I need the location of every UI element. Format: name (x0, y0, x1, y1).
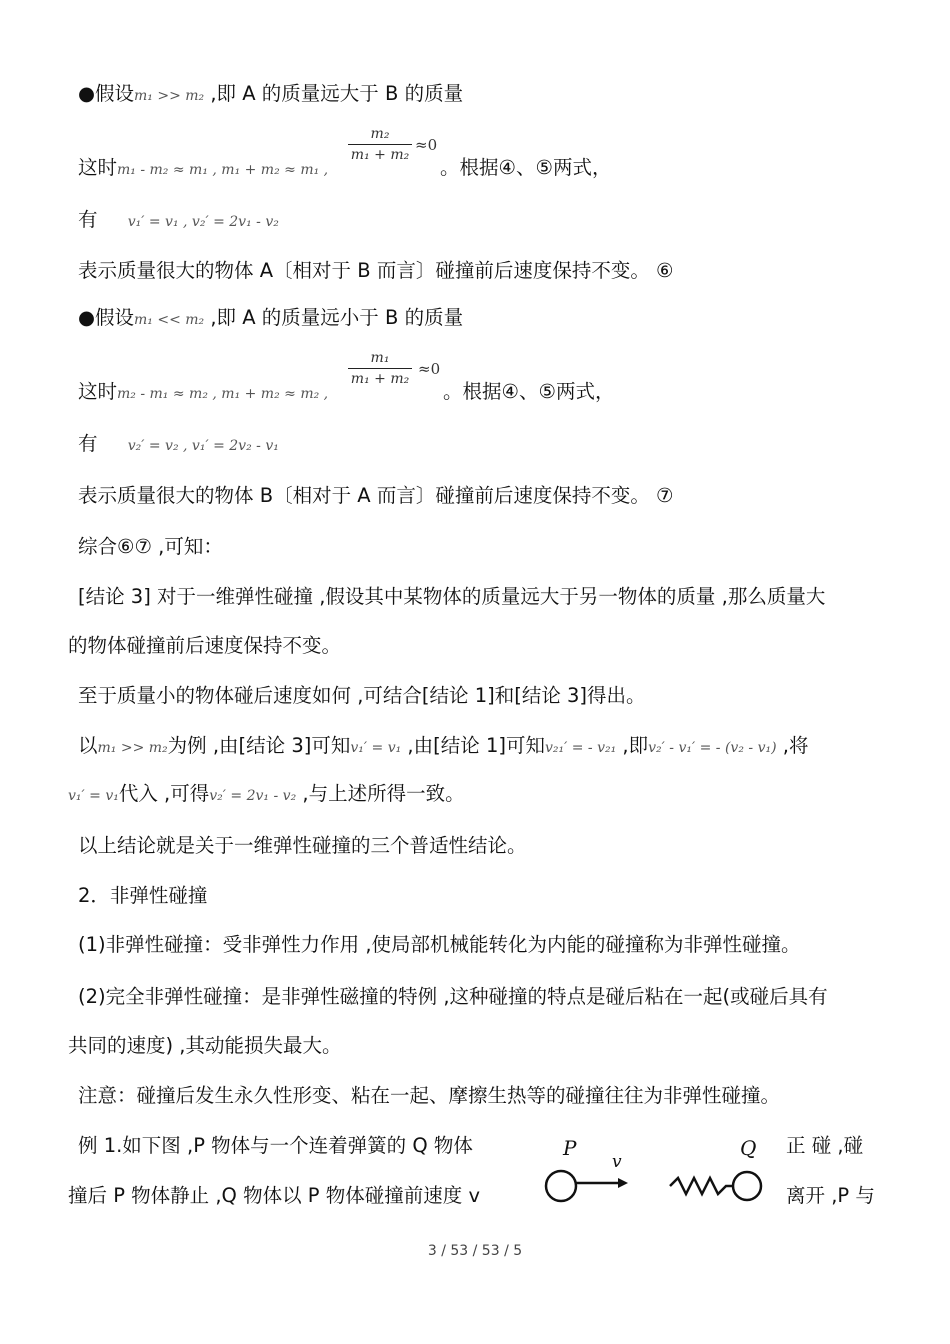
arrow-head (618, 1178, 628, 1188)
result-line-1 (78, 208, 279, 234)
text: 有 (78, 432, 98, 455)
spring (670, 1178, 733, 1194)
approx-line-1 (78, 156, 328, 182)
text: ,即 (616, 734, 649, 757)
q-ball (733, 1172, 761, 1200)
formula: v₁′ = v₁ (350, 740, 402, 756)
result-line-2 (78, 432, 279, 458)
paragraph: 的物体碰撞前后速度保持不变。 (68, 634, 342, 657)
collision-figure (536, 1135, 776, 1207)
derivation-line (68, 782, 465, 808)
v-label: v (612, 1152, 622, 1172)
fraction (345, 126, 415, 163)
approx-line-2 (78, 380, 328, 406)
text: ,与上述所得一致。 (296, 782, 465, 805)
p-label: P (563, 1136, 577, 1160)
formula: v₂′ - v₁′ = - (v₂ - v₁) (648, 740, 777, 756)
example-text: 离开 ,P 与 (786, 1184, 875, 1207)
numerator: m₂ (370, 126, 390, 142)
paragraph: 以上结论就是关于一维弹性碰撞的三个普适性结论。 (78, 834, 527, 857)
text: 有 (78, 208, 98, 231)
text: ,由[结论 1]可知 (401, 734, 545, 757)
text: 代入 ,可得 (118, 782, 210, 805)
q-label: Q (740, 1136, 757, 1160)
text: 为例 ,由[结论 3]可知 (167, 734, 351, 757)
paragraph: 共同的速度) ,其动能损失最大。 (68, 1034, 342, 1057)
text: 这时 (78, 156, 118, 179)
approx-zero: ≈0 (415, 136, 438, 154)
formula: m₁ >> m₂ (97, 740, 168, 756)
formula: m₂ - m₁ ≈ m₂ , m₁ + m₂ ≈ m₂ , (117, 386, 329, 402)
approx-zero: ≈0 (418, 360, 441, 378)
example-text: 正 碰 ,碰 (786, 1134, 864, 1157)
formula: v₂₁′ = - v₂₁ (544, 740, 617, 756)
denominator: m₁ + m₂ (350, 371, 410, 387)
formula: v₂′ = v₂ , v₁′ = 2v₂ - v₁ (127, 438, 279, 454)
text: ,即 A 的质量远大于 B 的质量 (204, 82, 464, 105)
note: 注意：碰撞后发生永久性形变、粘在一起、摩擦生热等的碰撞往往为非弹性碰撞。 (78, 1084, 781, 1107)
example-text: 撞后 P 物体静止 ,Q 物体以 P 物体碰撞前速度 v (68, 1184, 480, 1207)
text: 。根据④、⑤两式， (440, 156, 612, 179)
fraction (345, 350, 415, 387)
text: ●假设 (78, 306, 135, 329)
bullet-line-2 (78, 306, 463, 332)
text: 以 (78, 734, 98, 757)
paragraph: 表示质量很大的物体 A〔相对于 B 而言〕碰撞前后速度保持不变。 ⑥ (78, 259, 674, 282)
text: ,将 (776, 734, 809, 757)
page-number: 3 / 53 / 53 / 5 (427, 1243, 523, 1259)
formula: v₁′ = v₁ (68, 788, 119, 804)
paragraph: (1)非弹性碰撞：受非弹性力作用 ,使局部机械能转化为内能的碰撞称为非弹性碰撞。 (78, 933, 801, 956)
text: ,即 A 的质量远小于 B 的质量 (204, 306, 464, 329)
denominator: m₁ + m₂ (350, 147, 410, 163)
paragraph: 综合⑥⑦ ,可知： (78, 535, 223, 558)
paragraph: 表示质量很大的物体 B〔相对于 A 而言〕碰撞前后速度保持不变。 ⑦ (78, 484, 674, 507)
formula: m₁ - m₂ ≈ m₁ , m₁ + m₂ ≈ m₁ , (117, 162, 329, 178)
formula: v₂′ = 2v₁ - v₂ (209, 788, 297, 804)
example-text: 例 1.如下图 ,P 物体与一个连着弹簧的 Q 物体 (78, 1134, 473, 1157)
numerator: m₁ (370, 350, 390, 366)
formula: m₁ >> m₂ (134, 88, 205, 104)
section-heading: 2．非弹性碰撞 (78, 884, 208, 907)
derivation-line (78, 734, 808, 760)
paragraph: (2)完全非弹性碰撞：是非弹性磁撞的特例 ,这种碰撞的特点是碰后粘在一起(或碰后具有 (78, 985, 828, 1008)
bullet-line-1 (78, 82, 463, 108)
text: 这时 (78, 380, 118, 403)
text: 。根据④、⑤两式， (443, 380, 615, 403)
formula: v₁′ = v₁ , v₂′ = 2v₁ - v₂ (127, 214, 279, 230)
conclusion-3: [结论 3] 对于一维弹性碰撞 ,假设其中某物体的质量远大于另一物体的质量 ,那么质量大 (78, 585, 826, 608)
text: ●假设 (78, 82, 135, 105)
formula: m₁ << m₂ (134, 312, 205, 328)
p-ball (546, 1171, 576, 1201)
paragraph: 至于质量小的物体碰后速度如何 ,可结合[结论 1]和[结论 3]得出。 (78, 684, 646, 707)
